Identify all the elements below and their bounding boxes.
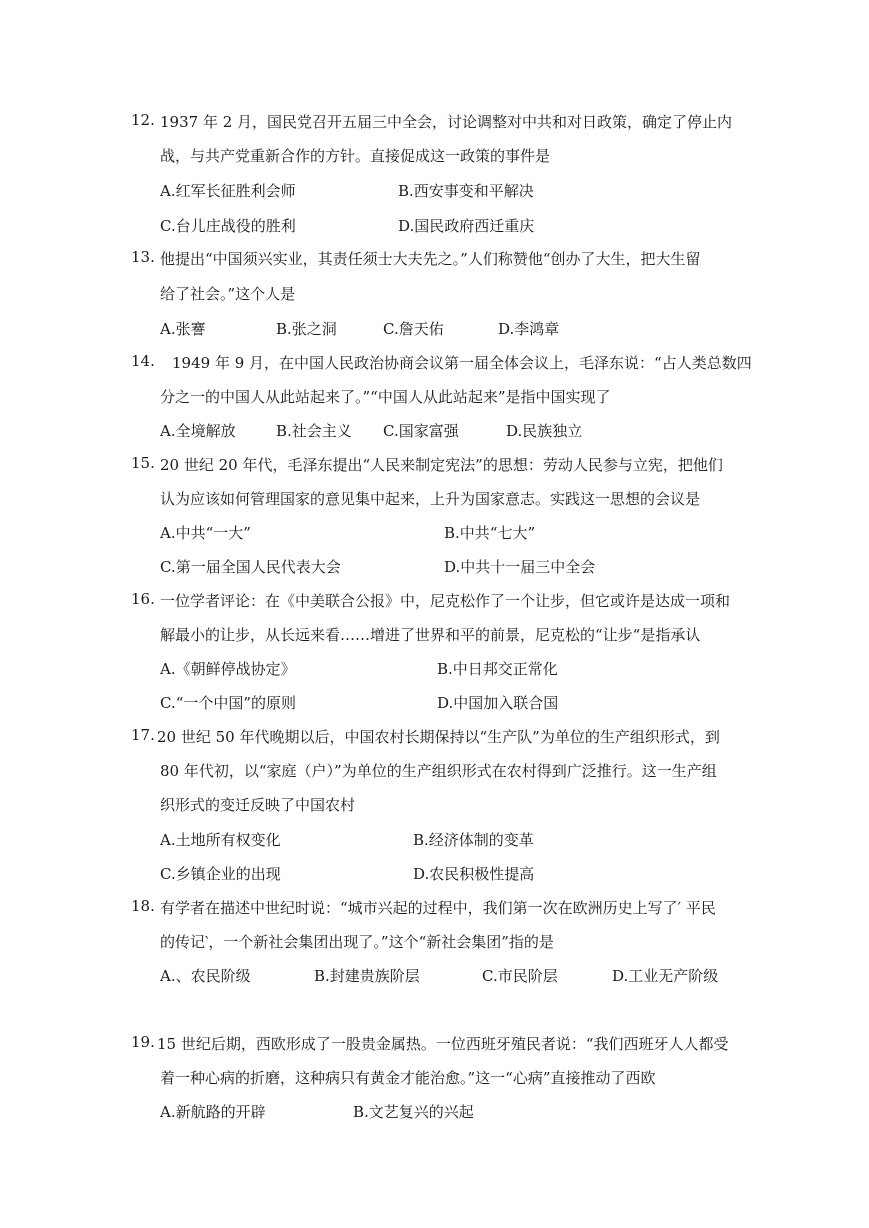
option-b: B.文艺复兴的兴起 [353,1103,474,1121]
option-b: B.封建贵族阶层 [314,967,420,985]
option-d: D.农民积极性提高 [413,865,535,883]
option-c: C.“一个中国”的原则 [160,694,297,712]
option-b: B.西安事变和平解决 [398,182,534,200]
question-text-line: 给了社会。”这个人是 [160,285,296,303]
option-b: B.张之洞 [276,320,337,338]
question-number: 12. [131,111,155,129]
question-text-line: 1949 年 9 月，在中国人民政治协商会议第一届全体会议上，毛泽东说：“占人类总数四 [172,354,752,372]
option-c: C.詹天佑 [383,320,444,338]
question-number: 15. [131,454,155,472]
question-text-line: 20 世纪 20 年代，毛泽东提出“人民来制定宪法”的思想：劳动人民参与立宪，把他们 [160,456,723,474]
question-text-line: 他提出“中国须兴实业，其责任须士大夫先之。”人们称赞他“创办了大生，把大生留 [160,250,701,268]
question-text-line: 分之一的中国人从此站起来了。”“中国人从此站起来”是指中国实现了 [160,388,611,406]
question-text-line: 着一种心病的折磨，这种病只有黄金才能治愈。”这一“心病”直接推动了西欧 [160,1069,656,1087]
question-number: 17. [131,726,155,744]
option-d: D.民族独立 [506,422,583,440]
option-d: D.中共十一届三中全会 [444,558,596,576]
question-text-line: 战，与共产党重新合作的方针。直接促成这一政策的事件是 [160,147,551,165]
option-a: A.《朝鲜停战协定》 [160,660,296,678]
option-c: C.市民阶层 [482,967,558,985]
question-number: 18. [131,897,155,915]
option-a: A.张謇 [160,320,206,338]
option-a: A.新航路的开辟 [160,1103,266,1121]
question-text-line: 80 年代初，以“家庭（户）”为单位的生产组织形式在农村得到广泛推行。这一生产组 [160,762,717,780]
option-d: D.工业无产阶级 [612,967,719,985]
option-c: C.台儿庄战役的胜利 [160,217,296,235]
question-text-line: 1937 年 2 月，国民党召开五届三中全会，讨论调整对中共和对日政策，确定了停止内 [160,113,733,131]
question-number: 19. [131,1033,155,1051]
question-text-line: 的传记‵，一个新社会集团出现了。”这个“新社会集团”指的是 [160,933,554,951]
option-c: C.乡镇企业的出现 [160,865,281,883]
option-a: A.、农民阶级 [160,967,251,985]
option-b: B.中共“七大” [444,524,536,542]
question-text-line: 有学者在描述中世纪时说：“城市兴起的过程中，我们第一次在欧洲历史上写了′ 平民 [160,899,716,917]
option-b: B.社会主义 [276,422,352,440]
question-text-line: 一位学者评论：在《中美联合公报》中，尼克松作了一个让步，但它或许是达成一项和 [160,592,731,610]
option-d: D.中国加入联合国 [437,694,559,712]
option-b: B.经济体制的变革 [413,831,534,849]
option-d: D.国民政府西迁重庆 [398,217,535,235]
question-text-line: 认为应该如何管理国家的意见集中起来，上升为国家意志。实践这一思想的会议是 [160,490,701,508]
option-a: A.土地所有权变化 [160,831,281,849]
question-number: 14. [131,352,155,370]
option-a: A.红军长征胜利会师 [160,182,296,200]
option-b: B.中日邦交正常化 [437,660,558,678]
question-text-line: 20 世纪 50 年代晚期以后，中国农村长期保持以“生产队”为单位的生产组织形式，到 [157,728,720,746]
option-a: A.中共“一大” [160,524,251,542]
question-text-line: 解最小的让步，从长远来看……增进了世界和平的前景，尼克松的“让步“是指承认 [160,626,701,644]
option-c: C.第一届全国人民代表大会 [160,558,341,576]
option-c: C.国家富强 [383,422,459,440]
question-text-line: 15 世纪后期，西欧形成了一股贵金属热。一位西班牙殖民者说：“我们西班牙人人都受 [157,1035,729,1053]
option-d: D.李鸿章 [498,320,560,338]
question-number: 13. [131,248,155,266]
question-text-line: 织形式的变迁反映了中国农村 [160,796,356,814]
option-a: A.全境解放 [160,422,236,440]
question-number: 16. [131,590,155,608]
